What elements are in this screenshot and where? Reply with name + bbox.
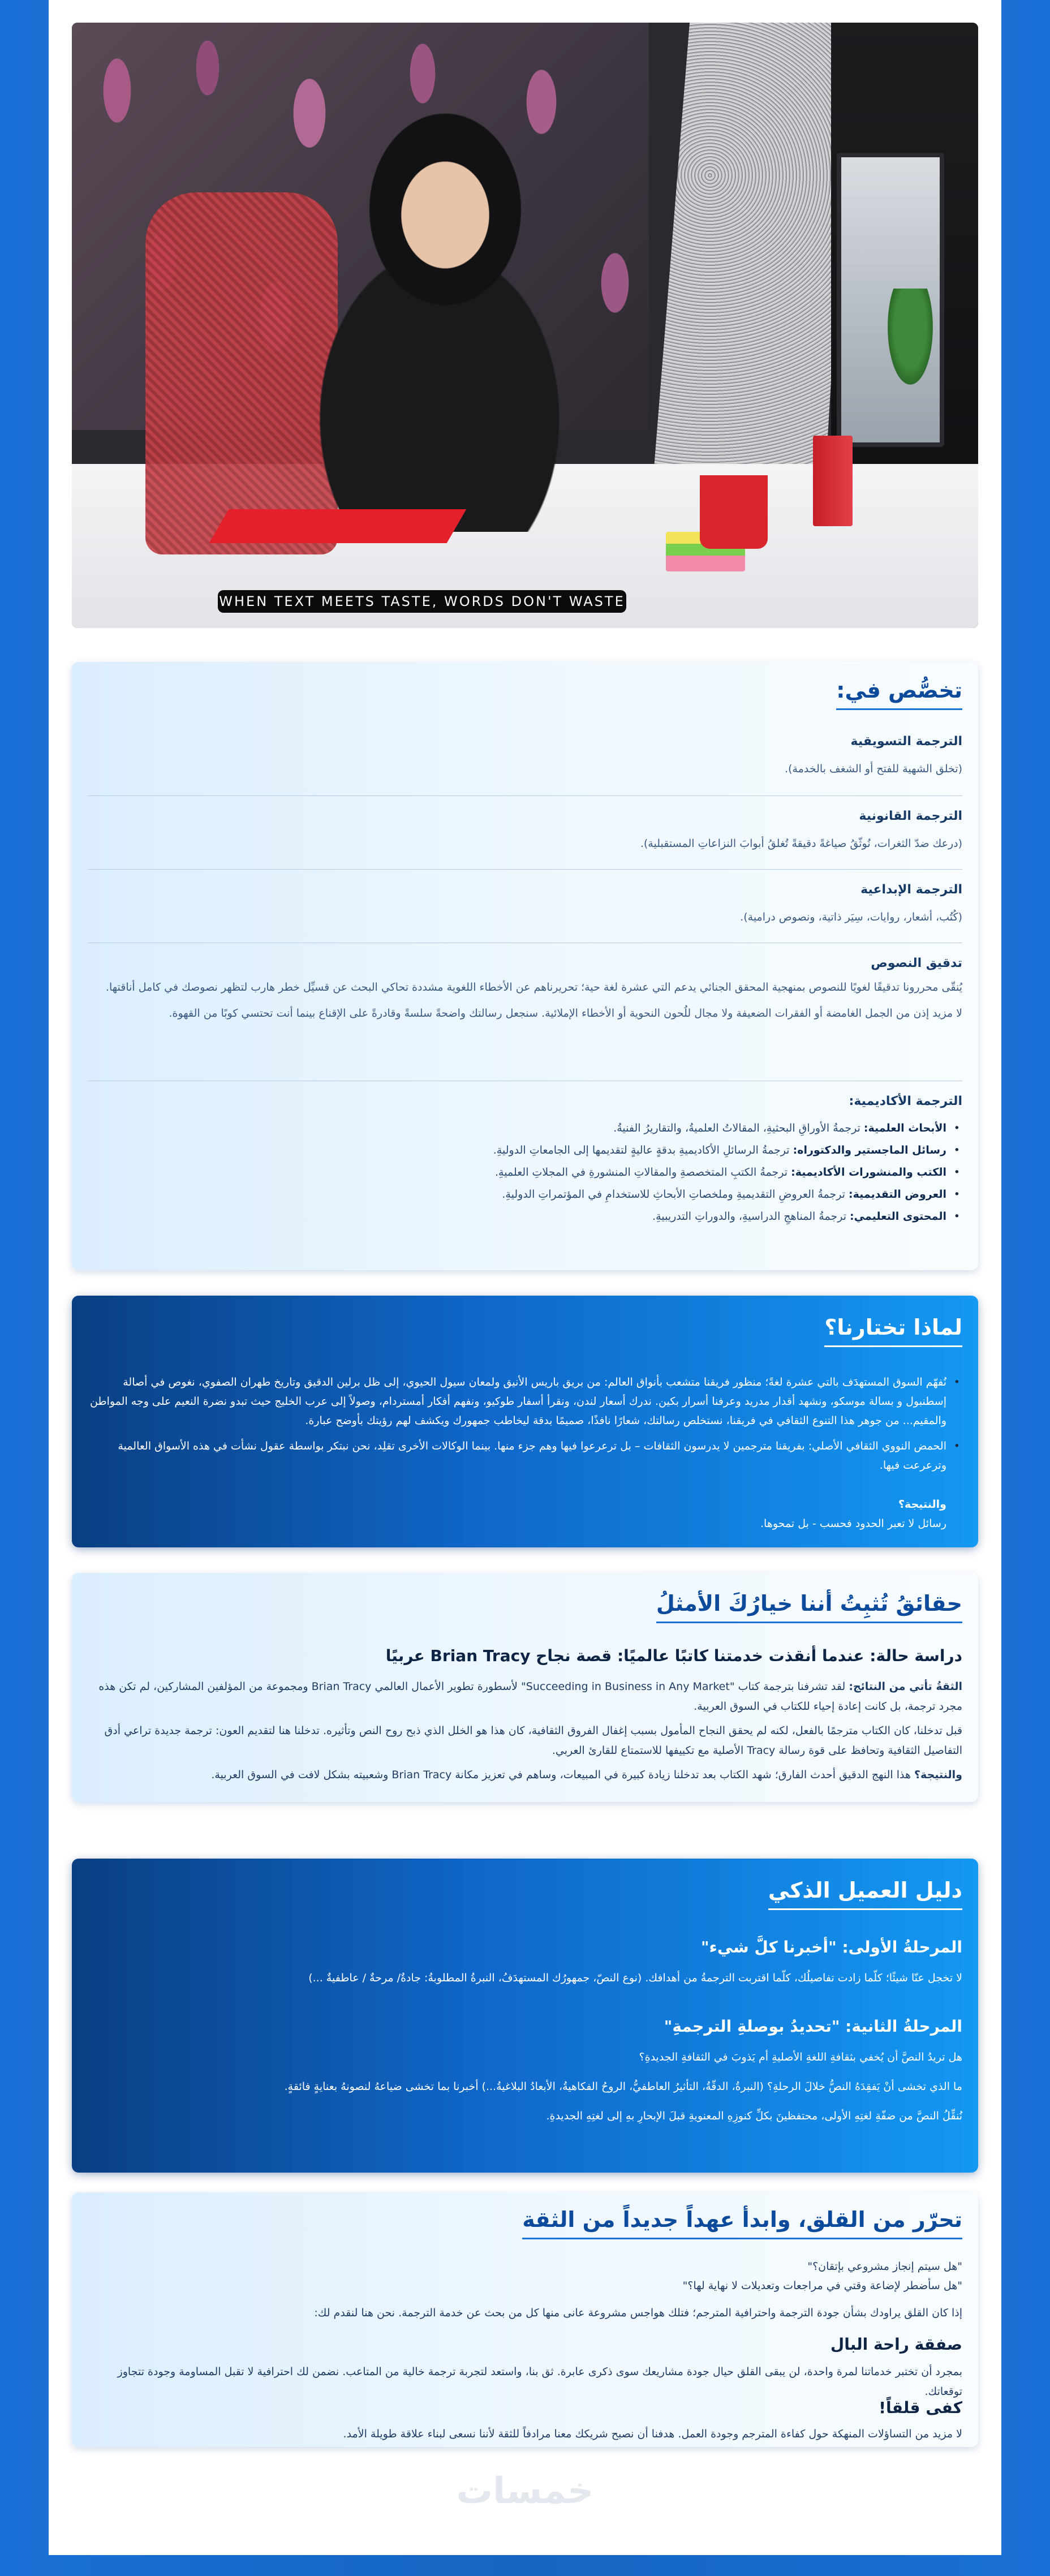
item-label: المحتوى التعليمي: bbox=[850, 1210, 946, 1223]
trust-title: تحرّر من القلق، وابدأ عهداً جديداً من الثقة bbox=[522, 2207, 962, 2239]
academic-title: الترجمة الأكاديمية: bbox=[849, 1094, 962, 1108]
page-container bbox=[49, 0, 1001, 2555]
facts-paragraph-1 bbox=[88, 1677, 962, 1717]
list-item bbox=[88, 1437, 962, 1475]
trust-intro: إذا كان القلق يراودك بشأن جودة الترجمة واحترافية المترجم؛ فتلك هواجس مشروعة عانى منها كل من بحث عن خدمة الترجمة. نحن هنا لنقدم لك: bbox=[314, 2307, 962, 2319]
paragraph-label: والنتيجة؟ bbox=[914, 1769, 962, 1781]
specialty-desc-extra: لا مزيد إذن من الجمل الغامضة أو الفقرات الضعيفة ولا مجال للُحون النحوية أو الأخطاء الإملائية. سنجعل رسالتك واضحةً سلسةً وقادرةً على الإقناع بينما أنت تحتسي كوبًا من القهوة. bbox=[169, 1007, 962, 1020]
item-label: العروض التقديمية: bbox=[849, 1188, 946, 1201]
facts-title: حقائقُ تُثبِتُ أننا خيارُكَ الأمثلُ bbox=[656, 1591, 962, 1623]
why-result-label: والنتيجة؟ bbox=[898, 1498, 946, 1511]
specialty-title: الترجمة التسويقية bbox=[850, 734, 962, 749]
hero-caption: WHEN TEXT MEETS TASTE, WORDS DON'T WASTE bbox=[218, 590, 626, 613]
specialty-title: تدقيق النصوص bbox=[871, 956, 962, 970]
quote-2: "هل سأضطر لإضاعة وقتي في مراجعات وتعديلات لا نهاية لها؟" bbox=[682, 2280, 962, 2292]
phase1-text: لا تخجل عنّا شيئًا؛ كلّما زادت تفاصيلُك، كلّما اقتربت الترجمةُ من أهدافك. (نوع النصّ، جمهورُك المستهدَفُ، النبرةُ المطلوبةُ: جادةٌ/ مرحةٌ / عاطفيةٌ ...) bbox=[308, 1972, 962, 1984]
specialty-desc: يُنقّى محررونا تدقيقًا لغويًا للنصوص بمنهجية المحقق الجنائي يدعم التي عشرة لغة حية؛ تحريرناهم عن الأخطاء اللغوية مشددة تحاكي البحث عن قسيِّل خطر هارب لتظهر نصوصك في كامل أناقتها. bbox=[105, 981, 962, 994]
facts-paragraph-3 bbox=[88, 1765, 962, 1785]
why-result-text: رسائل لا تعبر الحدود فحسب - بل تمحوها. bbox=[760, 1517, 946, 1530]
specialties-title: تخصُّص في: bbox=[836, 678, 962, 710]
list-item bbox=[88, 1162, 962, 1184]
item-text: ترجمةُ الرسائلِ الأكاديميةِ بدقةٍ عاليةٍ لتقديمها إلى الجامعاتِ الدوليةِ. bbox=[493, 1143, 793, 1156]
phase2-question-2: ما الذي تخشى أنْ يَفقِدَهُ النصُّ خلالَ الرحلةِ؟ (النبرةُ، الدقّةُ، التأثيرُ العاطفيُّ، الروحُ الفكاهيةُ، الأبعادُ البلاغيةُ...) أخبرنا بما تخشى ضياعهُ لنصونهُ بعنايةٍ فائقةٍ. bbox=[284, 2080, 962, 2093]
item-text: ترجمةُ الكتبِ المتخصصةِ والمقالاتِ المنشورةِ في المجلاتِ العلميةِ. bbox=[495, 1166, 791, 1179]
why-paragraph: نُفهّم السوق المستهدَف بالتي عشرة لغةً؛ منظور فريقنا متشعب بأنواق العالم: من بريق باريس الأنيق ولمعان سيول الحيوي، إلى ظل برلين الدقيق وتاريخ طهران الصفوي، نغوص في أصالة إسطنبول و بسالة موسكو، ونشهد أقدار مدريد وعرفنا أسرار بكين. ندرك أسعار لندن، ونقرأ أسفار طوكيو، ونفهم أفكار أمستردام، وصولاً إلى عرب الخليج حيث تبدو نضرة النعيم على وجه المواطن والمقيم... من جوهر هذا التنوع الثقافي في فريقنا، نستخلص رسالتك، شعارًا نافذًا، صميمًا بدقة ليخاطب جمهورك ويكشف لهم رؤيتك بأوضح عبارة. bbox=[89, 1376, 946, 1427]
item-label: الأبحاث العلمية: bbox=[863, 1122, 946, 1134]
item-label: رسائل الماجستير والدكتوراه: bbox=[793, 1143, 946, 1156]
specialty-creative bbox=[88, 883, 962, 926]
deal-text: بمجرد أن تختبر خدماتنا لمرة واحدة، لن يبقى القلق حيال جودة مشاريعك سوى ذكرى عابرة. ثق بنا، واستعد لتجربة ترجمة خالية من المتاعب. نضمن لك احترافية لا تقبل المساومة وجودة تتجاوز توقعاتك. bbox=[117, 2366, 962, 2398]
list-item bbox=[88, 1117, 962, 1139]
list-item bbox=[88, 1139, 962, 1162]
guide-card bbox=[72, 1859, 978, 2173]
list-item bbox=[88, 1206, 962, 1228]
why-us-card bbox=[72, 1296, 978, 1547]
paragraph-label: الثقةُ تأتي من النتائج: bbox=[849, 1680, 962, 1693]
list-item bbox=[88, 1373, 962, 1431]
person-writing bbox=[281, 102, 598, 532]
guide-title: دليل العميل الذكي bbox=[768, 1878, 962, 1910]
specialty-title: الترجمة الإبداعية bbox=[860, 883, 962, 897]
specialty-academic bbox=[88, 1094, 962, 1228]
phase2-question-1: هل تريدُ النصَّ أن يُخفي بثقافةِ اللغةِ الأصليةِ أم يَذوبَ في الثقافةِ الجديدةِ؟ bbox=[639, 2051, 962, 2063]
list-item bbox=[88, 1184, 962, 1206]
specialty-desc: (كُتُب، أشعار، روايات، سِيَر ذاتية، ونصوص درامية). bbox=[740, 911, 962, 923]
enough-text: لا مزيد من التساؤلات المنهكة حول كفاءة المترجم وجودة العمل. هدفنا أن نصبح شريكك معنا مرادفاً للثقة لأننا نسعى لبناء علاقة طويلة الأمد. bbox=[343, 2428, 962, 2440]
paragraph-text: هذا النهج الدقيق أحدث الفارق؛ شهد الكتاب بعد تدخلنا زيادة كبيرة في المبيعات، وساهم في تعزيز مكانة Brian Tracy وشعبيته بشكل لافت في السوق العربية. bbox=[211, 1769, 915, 1781]
why-list bbox=[88, 1373, 962, 1475]
why-paragraph: الحمض النووي الثقافي الأصلي: بفريقنا مترجمين لا يدرسون الثقافات – بل ترعرعوا فيها وهم جزء منها. بينما الوكالات الأخرى تقلِد، نحن نبتكر بواسطة عقول نشأت في هذه الأسواق العالمية وترعرعت فيها. bbox=[118, 1439, 946, 1472]
specialties-card bbox=[72, 662, 978, 1270]
why-us-title: لماذا تختارنا؟ bbox=[824, 1315, 962, 1347]
specialty-proofreading bbox=[88, 956, 962, 1023]
deal-title: صفقة راحة البال bbox=[830, 2335, 962, 2354]
quote-1: "هل سيتم إنجاز مشروعي بإتقان؟" bbox=[807, 2260, 962, 2273]
plant bbox=[888, 289, 933, 385]
hero-image bbox=[72, 23, 978, 628]
academic-list bbox=[88, 1117, 962, 1228]
red-mug bbox=[700, 475, 768, 549]
item-text: ترجمةُ العروضِ التقديميةِ وملخصاتِ الأبحاثِ للاستخدامِ في المؤتمراتِ الدوليةِ. bbox=[502, 1188, 849, 1201]
facts-card bbox=[72, 1573, 978, 1802]
phase2-question-3: نُنقِّلُ النصَّ من ضفّةِ لغتِهِ الأولى، محتفظينَ بكلِّ كنوزِهِ المعنويةِ قبلَ الإبحارِ بهِ إلى لغتِهِ الجديدةِ. bbox=[546, 2110, 962, 2122]
specialty-desc: (درعك ضدّ الثغرات، نُوثّقُ صياغةً دقيقةً تُغلقُ أبوابَ النزاعاتِ المستقبلية). bbox=[640, 837, 962, 850]
item-label: الكتب والمنشورات الأكاديمية: bbox=[791, 1166, 946, 1179]
phase1-title: المرحلةُ الأولى: "أخبرنا كلَّ شيء" bbox=[700, 1938, 962, 1956]
phase2-title: المرحلةُ الثانية: "تحديدُ بوصلةِ الترجمةِ" bbox=[664, 2017, 962, 2036]
paragraph-text: لقد تشرفنا بترجمة كتاب "Succeeding in Business in Any Market" لأسطورة تطوير الأعمال العالمي Brian Tracy ومجموعة من المؤلفين المشاركين، لم تكن هذه مجرد ترجمة، بل كانت إعادة إحياء للكتاب في السوق العربية. bbox=[98, 1680, 962, 1713]
specialty-marketing bbox=[88, 734, 962, 778]
specialty-legal bbox=[88, 809, 962, 853]
pen-holder bbox=[813, 436, 853, 526]
specialty-desc: (تخلق الشهية للفتح أو الشغف بالخدمة). bbox=[785, 763, 962, 775]
item-text: ترجمةُ الأوراقِ البحثيةِ، المقالاتُ العلميةُ، والتقاريرُ الفنيةُ. bbox=[613, 1122, 864, 1134]
khamsat-logo[interactable]: خمسات bbox=[456, 2470, 594, 2512]
divider bbox=[88, 795, 962, 796]
case-study-title: دراسة حالة: عندما أنقذت خدمتنا كاتبًا عالميًا: قصة نجاح Brian Tracy عربيًا bbox=[385, 1646, 962, 1665]
item-text: ترجمةُ المناهجِ الدراسيةِ، والدوراتِ التدريبيةِ. bbox=[652, 1210, 850, 1223]
enough-title: كفى قلقاً! bbox=[879, 2398, 962, 2417]
trust-card bbox=[72, 2192, 978, 2447]
divider bbox=[88, 869, 962, 870]
specialty-title: الترجمة القانونية bbox=[859, 809, 962, 823]
red-paper bbox=[209, 509, 467, 543]
facts-paragraph-2: قبل تدخلنا، كان الكتاب مترجمًا بالفعل، لكنه لم يحقق النجاح المأمول بسبب إغفال الفروق الثقافية، كان هذا هو الخلل الذي ذبح روح النص وتأثيره. تدخلنا هنا لتقديم العون: ترجمة جديدة تراعي أدق التفاصيل الثقافية وتحافظ على قوة رسالة Tracy الأصلية مع تكييفها للاستمتاع للقارئ العربي. bbox=[104, 1724, 962, 1757]
